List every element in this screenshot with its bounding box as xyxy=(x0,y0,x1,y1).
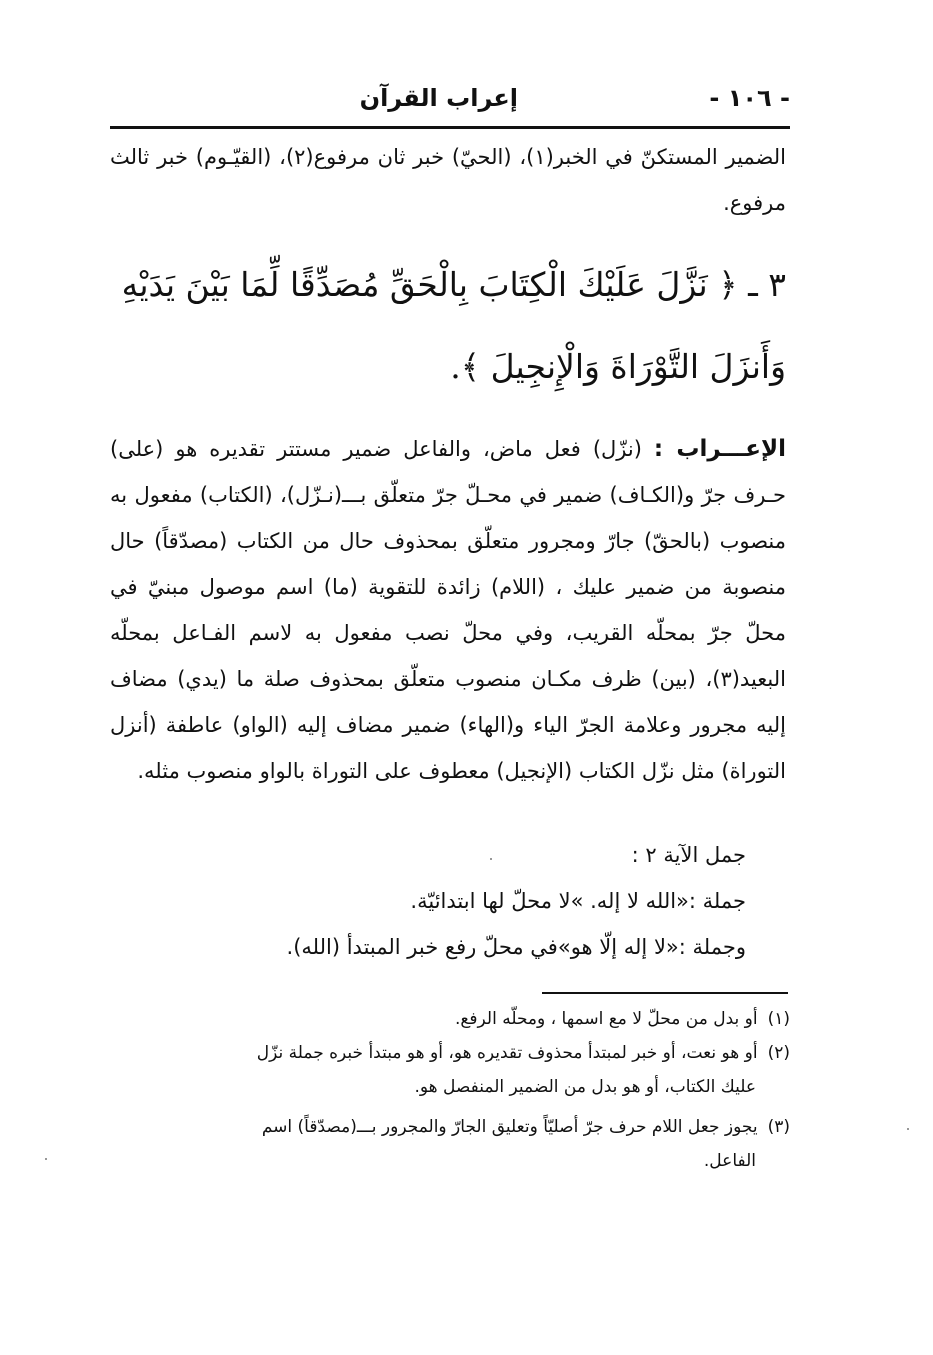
verse-number: ٣ ـ xyxy=(748,265,786,304)
verse-text: نَزَّلَ عَلَيْكَ الْكِتَابَ بِالْحَقِّ مُصَدِّقًا لِّمَا بَيْنَ يَدَيْهِ وَأَنزَلَ التَّوْرَاةَ وَالْإِنجِيلَ xyxy=(121,265,786,386)
footnote-text: يجوز جعل اللام حرف جرّ أصليّاً وتعليق الجارّ والمجرور بـــ(مصدّقاً) اسم xyxy=(261,1117,758,1137)
footnote-3 xyxy=(110,1110,790,1178)
footnote-text: أو بدل من محلّ لا مع اسمها ، ومحلّه الرفع. xyxy=(454,1009,758,1029)
footnote-2 xyxy=(110,1036,790,1104)
jumla-line-2: وجملة :«لا إله إلّا هو»في محلّ رفع خبر المبتدأ (الله). xyxy=(286,935,746,959)
jumla-line-1: جملة :«الله لا إله. »لا محلّ لها ابتدائيّة. xyxy=(410,889,746,913)
running-title: إعراب القرآن xyxy=(359,84,518,112)
footnote-text-continued: الفاعل. xyxy=(703,1151,756,1171)
irab-text: (نزّل) فعل ماض، والفاعل ضمير مستتر تقديره هو (على) حـرف جرّ و(الكـاف) ضمير في محـلّ جرّ متعلّق بـــ(نـزّل)، (الكتاب) مفعول به منصوب (بالحقّ) جارّ ومجرور متعلّق بمحذوف حال من الكتاب (مصدّقاً) حال منصوبة من ضمير عليك ، (اللام) زائدة للتقوية (ما) اسم موصول مبنيّ في محلّ جرّ بمحلّه القريب، وفي محلّ نصب مفعول به لاسم الفـاعل بمحلّه البعيد(٣)، (بين) ظرف مكـان منصوب متعلّق بمحذوف صلة ما (يدي) مضاف إليه مجرور وعلامة الجرّ الياء و(الهاء) ضمير مضاف إليه (الواو) عاطفة (أنزل التوراة) مثل نزّل الكتاب (الإنجيل) معطوف على التوراة بالواو منصوب مثله. xyxy=(110,437,786,783)
page-number: - ١٠٦ - xyxy=(709,84,790,112)
header-rule xyxy=(110,126,790,129)
jumal-heading: جمل الآية ٢ : xyxy=(631,843,746,867)
quran-verse xyxy=(110,244,786,408)
footnote-text: أو هو نعت، أو خبر لمبتدأ محذوف تقديره هو، أو هو مبتدأ خبره جملة نزّل xyxy=(256,1043,758,1063)
irab-paragraph xyxy=(110,426,786,794)
verse-open-bracket: ﴿ xyxy=(718,265,738,304)
verse-close-bracket: ﴾. xyxy=(450,347,481,386)
irab-label: الإعـــراب : xyxy=(653,436,786,462)
footnote-1 xyxy=(110,1002,790,1036)
footnote-rule xyxy=(542,992,788,994)
footnote-number: (٢) xyxy=(767,1043,790,1063)
scan-speck xyxy=(45,1158,47,1160)
intro-paragraph: الضمير المستكنّ في الخبر(١)، (الحيّ) خبر ثان مرفوع(٢)، (القيّـوم) خبر ثالث مرفوع. xyxy=(110,145,786,215)
footnote-number: (٣) xyxy=(767,1117,790,1137)
page-header xyxy=(110,78,790,122)
footnote-text-continued: عليك الكتاب، أو هو بدل من الضمير المنفصل هو. xyxy=(414,1077,756,1097)
scan-speck xyxy=(490,858,492,860)
footnote-number: (١) xyxy=(767,1009,790,1029)
scan-speck xyxy=(907,1128,909,1130)
